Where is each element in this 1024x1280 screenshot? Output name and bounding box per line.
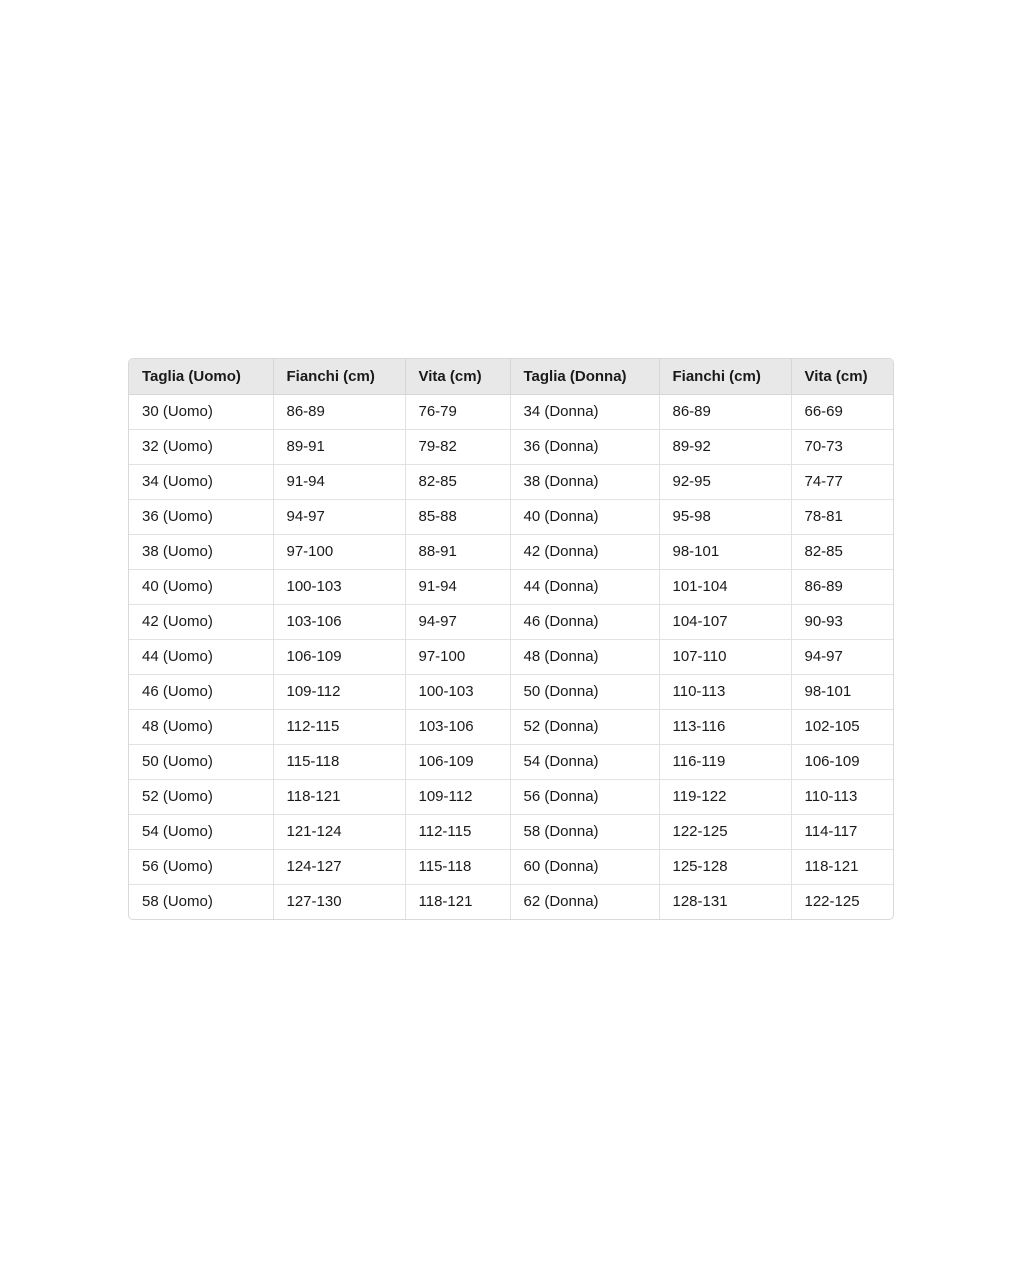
men-waist-cell: 115-118	[405, 849, 510, 884]
women-waist-cell: 98-101	[791, 674, 894, 709]
men-hips-cell: 109-112	[273, 674, 405, 709]
women-hips-cell: 119-122	[659, 779, 791, 814]
women-hips-cell: 104-107	[659, 604, 791, 639]
table-row	[129, 674, 894, 709]
table-row	[129, 884, 894, 919]
header-women-hips: Fianchi (cm)	[659, 359, 791, 394]
table-header	[129, 359, 894, 394]
women-size-cell: 48 (Donna)	[510, 639, 659, 674]
women-waist-cell: 70-73	[791, 429, 894, 464]
men-size-cell: 46 (Uomo)	[129, 674, 273, 709]
men-hips-cell: 91-94	[273, 464, 405, 499]
header-men-hips: Fianchi (cm)	[273, 359, 405, 394]
men-hips-cell: 121-124	[273, 814, 405, 849]
women-size-cell: 62 (Donna)	[510, 884, 659, 919]
women-hips-cell: 125-128	[659, 849, 791, 884]
men-hips-cell: 112-115	[273, 709, 405, 744]
men-waist-cell: 112-115	[405, 814, 510, 849]
women-size-cell: 60 (Donna)	[510, 849, 659, 884]
women-hips-cell: 113-116	[659, 709, 791, 744]
women-size-cell: 56 (Donna)	[510, 779, 659, 814]
women-waist-cell: 118-121	[791, 849, 894, 884]
men-hips-cell: 86-89	[273, 394, 405, 429]
table-row	[129, 569, 894, 604]
table-row	[129, 604, 894, 639]
table-row	[129, 849, 894, 884]
women-waist-cell: 94-97	[791, 639, 894, 674]
men-waist-cell: 109-112	[405, 779, 510, 814]
women-hips-cell: 86-89	[659, 394, 791, 429]
header-women-size: Taglia (Donna)	[510, 359, 659, 394]
table-row	[129, 744, 894, 779]
women-size-cell: 34 (Donna)	[510, 394, 659, 429]
men-size-cell: 50 (Uomo)	[129, 744, 273, 779]
men-hips-cell: 97-100	[273, 534, 405, 569]
women-size-cell: 54 (Donna)	[510, 744, 659, 779]
men-hips-cell: 103-106	[273, 604, 405, 639]
men-waist-cell: 97-100	[405, 639, 510, 674]
women-size-cell: 44 (Donna)	[510, 569, 659, 604]
men-hips-cell: 124-127	[273, 849, 405, 884]
men-waist-cell: 85-88	[405, 499, 510, 534]
women-size-cell: 40 (Donna)	[510, 499, 659, 534]
men-hips-cell: 106-109	[273, 639, 405, 674]
women-hips-cell: 116-119	[659, 744, 791, 779]
women-waist-cell: 66-69	[791, 394, 894, 429]
women-hips-cell: 110-113	[659, 674, 791, 709]
women-waist-cell: 78-81	[791, 499, 894, 534]
men-waist-cell: 106-109	[405, 744, 510, 779]
men-waist-cell: 100-103	[405, 674, 510, 709]
header-men-size: Taglia (Uomo)	[129, 359, 273, 394]
women-size-cell: 36 (Donna)	[510, 429, 659, 464]
men-size-cell: 30 (Uomo)	[129, 394, 273, 429]
women-waist-cell: 102-105	[791, 709, 894, 744]
header-women-waist: Vita (cm)	[791, 359, 894, 394]
size-chart-table-container	[128, 358, 894, 920]
women-waist-cell: 82-85	[791, 534, 894, 569]
men-size-cell: 36 (Uomo)	[129, 499, 273, 534]
women-hips-cell: 128-131	[659, 884, 791, 919]
men-hips-cell: 100-103	[273, 569, 405, 604]
header-men-waist: Vita (cm)	[405, 359, 510, 394]
women-waist-cell: 114-117	[791, 814, 894, 849]
women-size-cell: 58 (Donna)	[510, 814, 659, 849]
men-size-cell: 34 (Uomo)	[129, 464, 273, 499]
men-size-cell: 42 (Uomo)	[129, 604, 273, 639]
men-size-cell: 32 (Uomo)	[129, 429, 273, 464]
women-hips-cell: 107-110	[659, 639, 791, 674]
women-hips-cell: 101-104	[659, 569, 791, 604]
women-size-cell: 42 (Donna)	[510, 534, 659, 569]
women-size-cell: 52 (Donna)	[510, 709, 659, 744]
men-size-cell: 40 (Uomo)	[129, 569, 273, 604]
table-row	[129, 499, 894, 534]
table-row	[129, 429, 894, 464]
women-waist-cell: 74-77	[791, 464, 894, 499]
table-body	[129, 394, 894, 919]
men-size-cell: 58 (Uomo)	[129, 884, 273, 919]
women-waist-cell: 106-109	[791, 744, 894, 779]
women-hips-cell: 98-101	[659, 534, 791, 569]
men-size-cell: 38 (Uomo)	[129, 534, 273, 569]
men-waist-cell: 88-91	[405, 534, 510, 569]
men-hips-cell: 115-118	[273, 744, 405, 779]
men-size-cell: 44 (Uomo)	[129, 639, 273, 674]
women-hips-cell: 95-98	[659, 499, 791, 534]
women-waist-cell: 110-113	[791, 779, 894, 814]
men-waist-cell: 76-79	[405, 394, 510, 429]
men-waist-cell: 82-85	[405, 464, 510, 499]
men-waist-cell: 91-94	[405, 569, 510, 604]
women-size-cell: 46 (Donna)	[510, 604, 659, 639]
table-row	[129, 464, 894, 499]
women-size-cell: 38 (Donna)	[510, 464, 659, 499]
table-row	[129, 394, 894, 429]
table-row	[129, 534, 894, 569]
size-chart-table	[129, 359, 894, 919]
table-row	[129, 639, 894, 674]
men-size-cell: 56 (Uomo)	[129, 849, 273, 884]
men-waist-cell: 118-121	[405, 884, 510, 919]
men-size-cell: 54 (Uomo)	[129, 814, 273, 849]
table-row	[129, 709, 894, 744]
men-size-cell: 48 (Uomo)	[129, 709, 273, 744]
men-hips-cell: 89-91	[273, 429, 405, 464]
women-size-cell: 50 (Donna)	[510, 674, 659, 709]
men-waist-cell: 94-97	[405, 604, 510, 639]
table-row	[129, 814, 894, 849]
women-hips-cell: 89-92	[659, 429, 791, 464]
header-row	[129, 359, 894, 394]
women-hips-cell: 122-125	[659, 814, 791, 849]
men-hips-cell: 118-121	[273, 779, 405, 814]
women-waist-cell: 86-89	[791, 569, 894, 604]
table-row	[129, 779, 894, 814]
men-size-cell: 52 (Uomo)	[129, 779, 273, 814]
men-waist-cell: 79-82	[405, 429, 510, 464]
women-waist-cell: 90-93	[791, 604, 894, 639]
women-hips-cell: 92-95	[659, 464, 791, 499]
men-hips-cell: 94-97	[273, 499, 405, 534]
women-waist-cell: 122-125	[804, 893, 860, 911]
men-waist-cell: 103-106	[405, 709, 510, 744]
men-hips-cell: 127-130	[273, 884, 405, 919]
